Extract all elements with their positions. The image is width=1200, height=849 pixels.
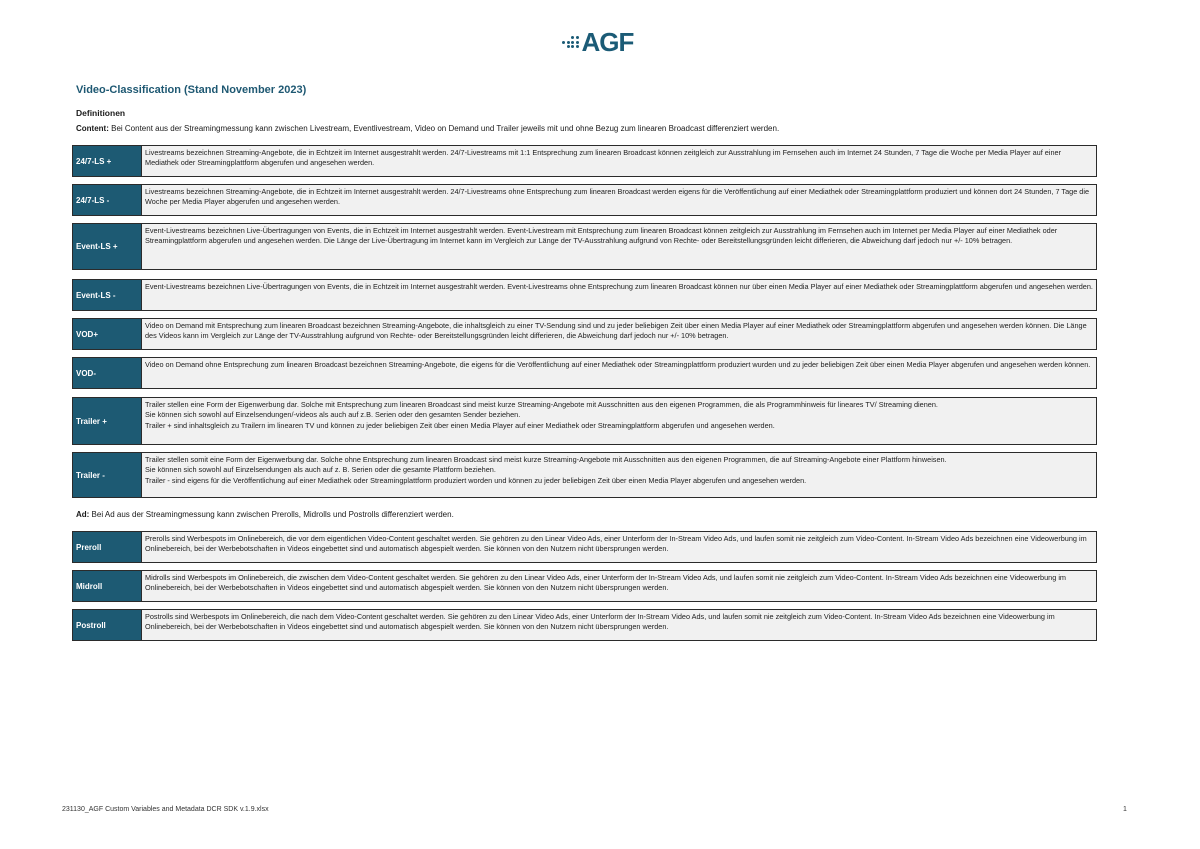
definition-row-event-ls-minus bbox=[72, 279, 1097, 311]
row-text-line: Sie können sich sowohl auf Einzelsendungen/-videos als auch auf z.B. Serien oder den gesamten Sender beziehen. bbox=[145, 410, 521, 420]
row-label: Preroll bbox=[73, 532, 142, 562]
footer-filename: 231130_AGF Custom Variables and Metadata DCR SDK v.1.9.xlsx bbox=[62, 806, 269, 813]
section-heading: Definitionen bbox=[76, 108, 126, 118]
row-label: Midroll bbox=[73, 571, 142, 601]
row-text-line: Trailer stellen eine Form der Eigenwerbung dar. Solche mit Entsprechung zum linearen Broadcast sind meist kurze Streaming-Angebote mit Ausschnitten aus den eigenen Programmen, die als Programmhinweis für lineares TV/ Streaming dienen. bbox=[145, 400, 938, 409]
content-intro-text: Bei Content aus der Streamingmessung kann zwischen Livestream, Eventlivestream, Video on Demand und Trailer jeweils mit und ohne Bezug zum linearen Broadcast differenziert werden. bbox=[108, 124, 780, 133]
row-label: Trailer - bbox=[73, 453, 142, 497]
row-label: VOD+ bbox=[73, 319, 142, 349]
row-text: Event-Livestreams bezeichnen Live-Übertragungen von Events, die in Echtzeit im Internet ausgestrahlt werden. Event-Livestreams ohne Entsprechung zum linearen Broadcast können nur über einen Media Player auf einer Mediathek oder Streamingplattform abgerufen und angesehen werden. bbox=[142, 280, 1096, 310]
row-label: Event-LS - bbox=[73, 280, 142, 310]
row-label: Postroll bbox=[73, 610, 142, 640]
row-text: Prerolls sind Werbespots im Onlinebereich, die vor dem eigentlichen Video-Content geschaltet werden. Sie gehören zu den Linear Video Ads, einer Unterform der In-Stream Video Ads, und laufen somit nie zeitgleich zum Video-Content. In-Stream Video Ads bezeichnen eine Videowerbung im Onlinebereich, bei der Werbebotschaften in Videos eingebettet sind und automatisch abgespielt werden. Sie können von den Nutzern nicht übersprungen werden. bbox=[142, 532, 1096, 562]
logo-text: AGF bbox=[581, 27, 634, 57]
definition-row-vod-plus bbox=[72, 318, 1097, 350]
definition-row-trailer-minus bbox=[72, 452, 1097, 498]
row-text: Livestreams bezeichnen Streaming-Angebote, die in Echtzeit im Internet ausgestrahlt werden. 24/7-Livestreams ohne Entsprechung zum linearen Broadcast werden eigens für die Veröffentlichung auf einer Mediathek oder Streamingplattform produziert und können dort 24 Stunden, 7 Tage die Woche per Media Player abgerufen und angesehen werden. bbox=[142, 185, 1096, 215]
row-text-line: Trailer - sind eigens für die Veröffentlichung auf einer Mediathek oder Streamingplattform produziert worden und können zu jeder beliebigen Zeit über einen Media Player abgerufen und angesehen werden. bbox=[145, 475, 807, 485]
content-intro bbox=[76, 124, 779, 133]
row-text-line: Sie können sich sowohl auf Einzelsendungen als auch auf z. B. Serien oder die gesamte Plattform beziehen. bbox=[145, 465, 496, 475]
definition-row-midroll bbox=[72, 570, 1097, 602]
page-title: Video-Classification (Stand November 2023) bbox=[76, 84, 307, 96]
row-label: Trailer + bbox=[73, 398, 142, 444]
row-text: Livestreams bezeichnen Streaming-Angebote, die in Echtzeit im Internet ausgestrahlt werden. 24/7-Livestreams mit 1:1 Entsprechung zum linearen Broadcast können zeitgleich zur Ausstrahlung im Fernsehen auch im Internet 24 Stunden, 7 Tage die Woche per Media Player auf einer Mediathek oder Streamingplattform abgerufen und angesehen werden. bbox=[142, 146, 1096, 176]
row-text: Video on Demand ohne Entsprechung zum linearen Broadcast bezeichnen Streaming-Angebote, die eigens für die Veröffentlichung auf einer Mediathek oder Streamingplattform produziert wurden und zu jeder beliebigen Zeit über einen Media Player abgerufen und angesehen werden können. bbox=[142, 358, 1096, 388]
row-label: Event-LS + bbox=[73, 224, 142, 269]
row-text: Event-Livestreams bezeichnen Live-Übertragungen von Events, die in Echtzeit im Internet ausgestrahlt werden. Event-Livestream mit Entsprechung zum linearen Broadcast können zeitgleich zur Ausstrahlung im Fernsehen auch im Internet per Media Player auf einer Mediathek oder Streamingplattform abgerufen und angesehen werden. Die Länge der Live-Übertragung im Internet kann im Vergleich zur Länge der TV-Ausstrahlung aufgrund von Rechte- oder Bereitstellungsgründen leicht differieren, die Abweichung darf jedoch nur +/- 10% betragen. bbox=[142, 224, 1096, 269]
row-label: 24/7-LS - bbox=[73, 185, 142, 215]
definition-row-preroll bbox=[72, 531, 1097, 563]
row-label: VOD- bbox=[73, 358, 142, 388]
row-text-line: Trailer + sind inhaltsgleich zu Trailern im linearen TV und können zu jeder beliebigen Zeit über einen Media Player auf einer Mediathek oder Streamingplattform abgerufen und angesehen werden. bbox=[145, 420, 775, 430]
ad-intro bbox=[76, 510, 454, 519]
row-text bbox=[142, 453, 1096, 497]
definition-row-vod-minus bbox=[72, 357, 1097, 389]
definition-row-247-ls-minus bbox=[72, 184, 1097, 216]
ad-intro-label: Ad: bbox=[76, 510, 90, 519]
content-intro-label: Content: bbox=[76, 124, 109, 133]
row-text: Video on Demand mit Entsprechung zum linearen Broadcast bezeichnen Streaming-Angebote, die inhaltsgleich zu einer TV-Sendung sind und zu jeder beliebigen Zeit über einen Media Player auf einer Mediathek oder Streamingplattform abgerufen und angesehen werden können. Die Länge des Videos kann im Vergleich zur Länge der TV-Ausstrahlung aufgrund von Rechte- oder Bereitstellungsgründen leicht differieren, die Abweichung darf jedoch nur +/- 10% betragen. bbox=[142, 319, 1096, 349]
definition-row-247-ls-plus bbox=[72, 145, 1097, 177]
ad-intro-text: Bei Ad aus der Streamingmessung kann zwischen Prerolls, Midrolls und Postrolls differenziert werden. bbox=[89, 510, 454, 519]
definition-row-event-ls-plus bbox=[72, 223, 1097, 270]
definition-row-trailer-plus bbox=[72, 397, 1097, 445]
page-number: 1 bbox=[1123, 806, 1127, 813]
row-text bbox=[142, 398, 1096, 444]
definition-row-postroll bbox=[72, 609, 1097, 641]
row-text: Postrolls sind Werbespots im Onlinebereich, die nach dem Video-Content geschaltet werden. Sie gehören zu den Linear Video Ads, einer Unterform der In-Stream Video Ads, und laufen somit nie zeitgleich zum Video-Content. In-Stream Video Ads bezeichnen eine Videowerbung im Onlinebereich, bei der Werbebotschaften in Videos eingebettet sind und automatisch abgespielt werden. Sie können von den Nutzern nicht übersprungen werden. bbox=[142, 610, 1096, 640]
logo-dots-icon bbox=[562, 36, 579, 48]
row-label: 24/7-LS + bbox=[73, 146, 142, 176]
row-text: Midrolls sind Werbespots im Onlinebereich, die zwischen dem Video-Content geschaltet werden. Sie gehören zu den Linear Video Ads, einer Unterform der In-Stream Video Ads, und laufen somit nie zeitgleich zum Video-Content. In-Stream Video Ads bezeichnen eine Videowerbung im Onlinebereich, bei der Werbebotschaften in Videos eingebettet sind und automatisch abgespielt werden. Sie können von den Nutzern nicht übersprungen werden. bbox=[142, 571, 1096, 601]
row-text-line: Trailer stellen somit eine Form der Eigenwerbung dar. Solche ohne Entsprechung zum linearen Broadcast sind meist kurze Streaming-Angebote mit Ausschnitten aus den eigenen Programmen, die auf Streaming-Angebote einer Plattform hinweisen. bbox=[145, 455, 947, 464]
agf-logo bbox=[562, 28, 642, 56]
